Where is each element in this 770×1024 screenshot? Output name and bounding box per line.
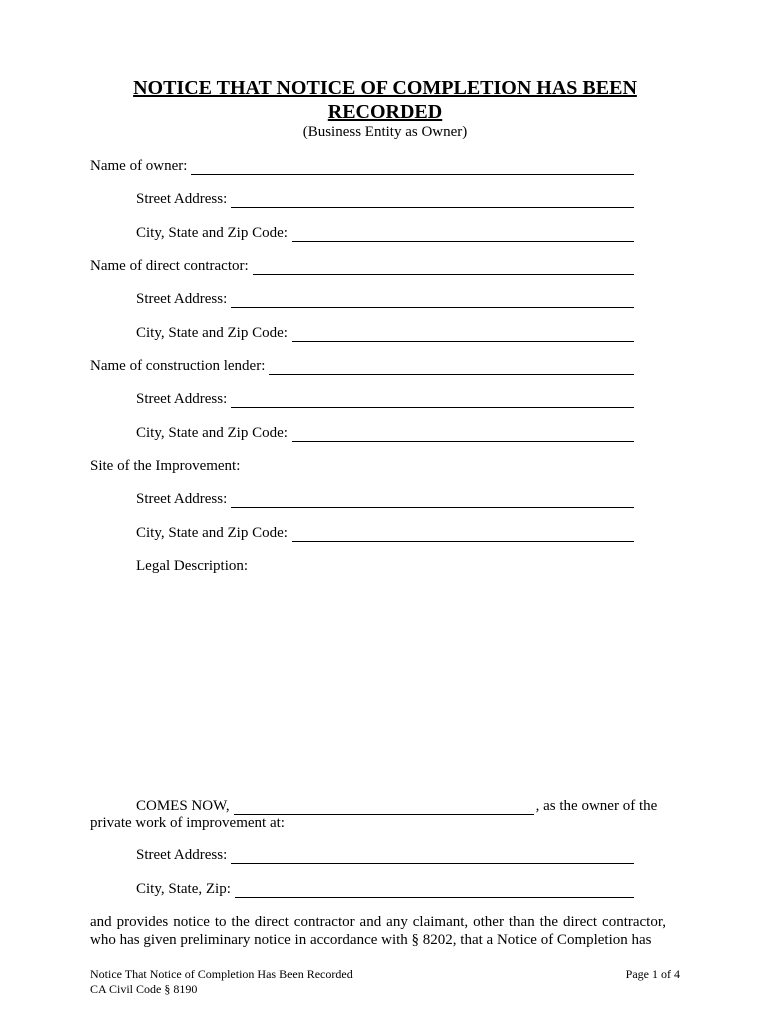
owner-name-label: Name of owner: xyxy=(90,158,188,174)
contractor-name-blank[interactable] xyxy=(253,260,634,275)
improvement-city-label: City, State, Zip: xyxy=(136,881,231,897)
document-title-line1: NOTICE THAT NOTICE OF COMPLETION HAS BEEN xyxy=(133,77,637,99)
site-city-label: City, State and Zip Code: xyxy=(136,525,288,541)
lender-name-field xyxy=(90,355,634,375)
contractor-street-blank[interactable] xyxy=(231,293,634,308)
site-street-field xyxy=(136,488,634,508)
comes-now-owner-blank[interactable] xyxy=(234,800,534,815)
improvement-street-blank[interactable] xyxy=(231,849,634,864)
comes-now-continuation: private work of improvement at: xyxy=(90,815,285,831)
document-title-line2: RECORDED xyxy=(327,101,443,123)
lender-city-label: City, State and Zip Code: xyxy=(136,425,288,441)
comes-now-prefix: COMES NOW, xyxy=(136,798,230,814)
owner-street-blank[interactable] xyxy=(231,193,634,208)
document-subtitle: (Business Entity as Owner) xyxy=(302,124,468,140)
footer-title: Notice That Notice of Completion Has Been Recorded xyxy=(90,967,353,981)
owner-name-blank[interactable] xyxy=(191,160,634,175)
improvement-street-label: Street Address: xyxy=(136,847,228,863)
improvement-street-field xyxy=(136,844,634,864)
owner-city-blank[interactable] xyxy=(292,227,634,242)
site-city-field xyxy=(136,522,634,542)
site-city-blank[interactable] xyxy=(292,527,634,542)
site-street-label: Street Address: xyxy=(136,491,228,507)
contractor-city-field xyxy=(136,322,634,342)
owner-name-field xyxy=(90,155,634,175)
contractor-city-blank[interactable] xyxy=(292,327,634,342)
contractor-name-field xyxy=(90,255,634,275)
owner-city-label: City, State and Zip Code: xyxy=(136,225,288,241)
legal-description-label: Legal Description: xyxy=(136,558,249,574)
lender-street-label: Street Address: xyxy=(136,391,228,407)
lender-street-blank[interactable] xyxy=(231,393,634,408)
lender-name-label: Name of construction lender: xyxy=(90,358,266,374)
owner-city-field xyxy=(136,222,634,242)
notice-paragraph: and provides notice to the direct contractor and any claimant, other than the direct contractor, who has given preliminary notice in accordance with § 8202, that a Notice of Completion has xyxy=(90,914,666,948)
lender-city-field xyxy=(136,422,634,442)
improvement-city-blank[interactable] xyxy=(235,883,634,898)
owner-street-label: Street Address: xyxy=(136,191,228,207)
contractor-street-field xyxy=(136,288,634,308)
lender-street-field xyxy=(136,388,634,408)
site-heading: Site of the Improvement: xyxy=(90,458,241,474)
contractor-city-label: City, State and Zip Code: xyxy=(136,325,288,341)
lender-name-blank[interactable] xyxy=(269,360,634,375)
comes-now-suffix: , as the owner of the xyxy=(535,798,658,814)
lender-city-blank[interactable] xyxy=(292,427,634,442)
contractor-street-label: Street Address: xyxy=(136,291,228,307)
improvement-city-field xyxy=(136,878,634,898)
site-street-blank[interactable] xyxy=(231,493,634,508)
comes-now-line xyxy=(136,795,666,815)
footer-page-number: Page 1 of 4 xyxy=(625,967,680,981)
footer-code: CA Civil Code § 8190 xyxy=(90,982,198,996)
owner-street-field xyxy=(136,188,634,208)
contractor-name-label: Name of direct contractor: xyxy=(90,258,249,274)
